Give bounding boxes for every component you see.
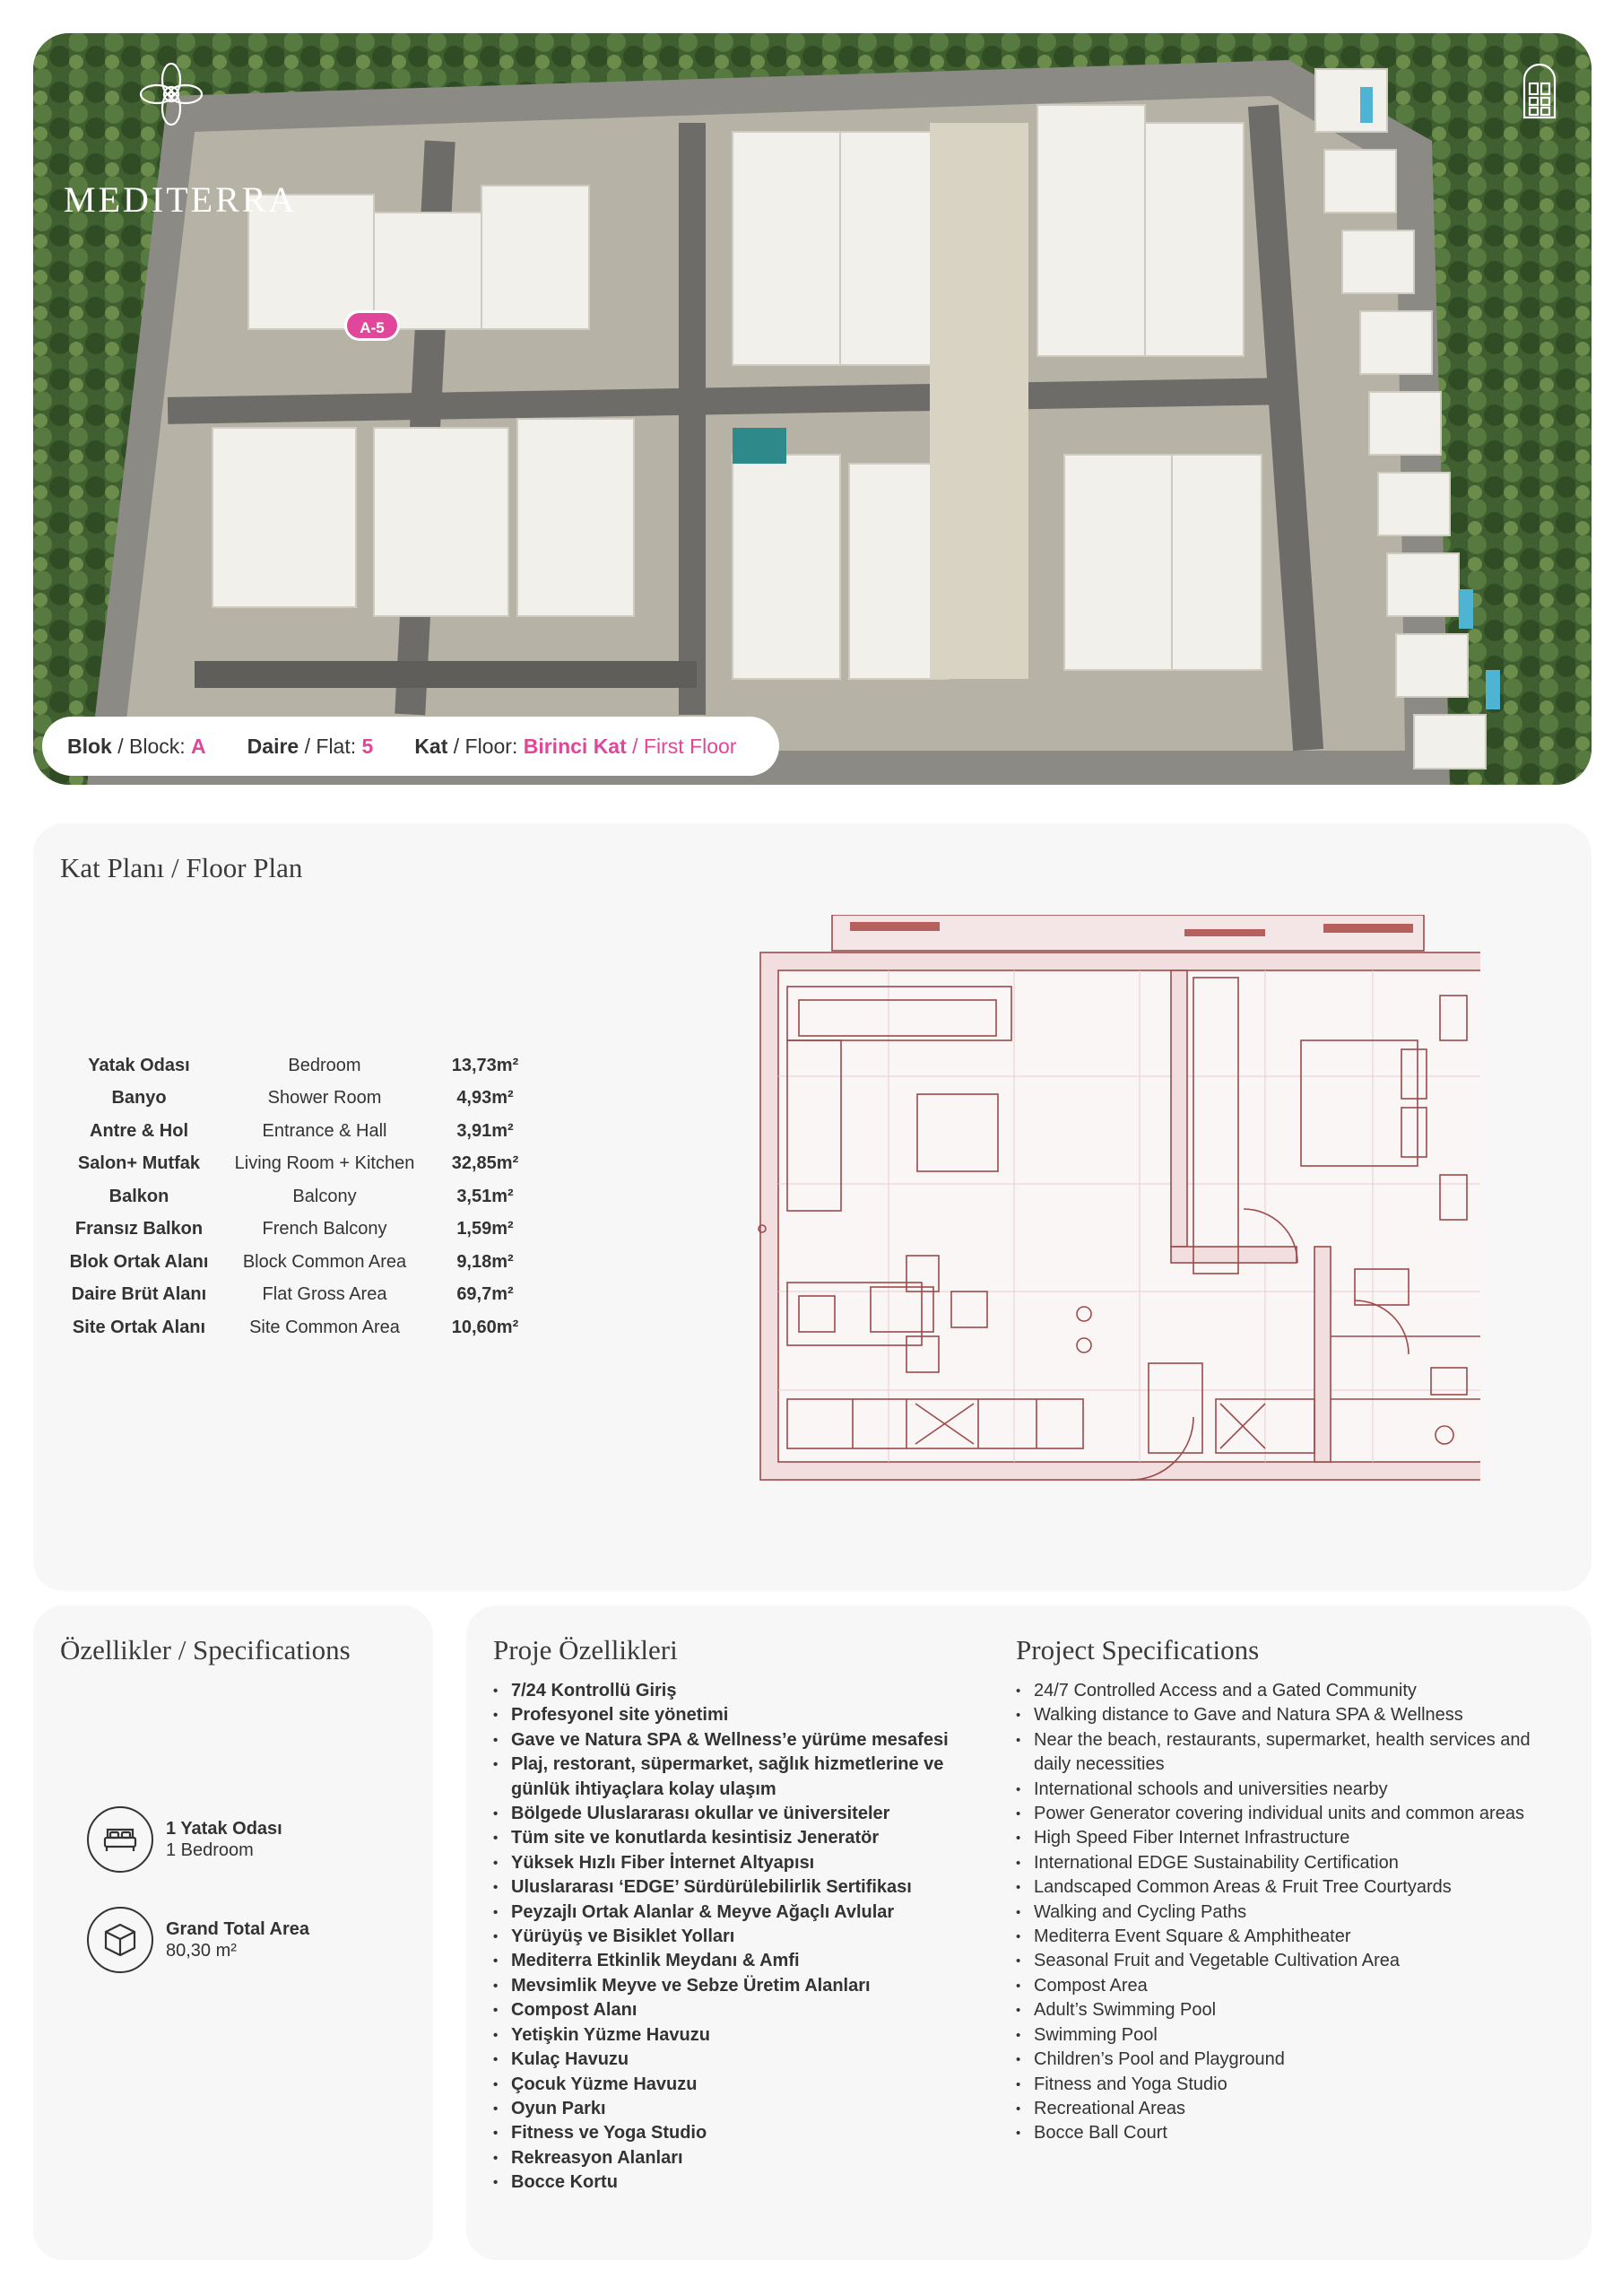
room-name-en: Balcony	[292, 1186, 357, 1206]
hero-aerial-image	[33, 33, 1592, 785]
room-name-tr: Yatak Odası	[88, 1055, 190, 1075]
room-row	[60, 1083, 539, 1116]
feature-list-item: • Plaj, restorant, süpermarket, sağlık hizmetlerine ve günlük ihtiyaçlara kolay ulaşım	[493, 1752, 959, 1802]
room-name-tr: Banyo	[111, 1088, 167, 1109]
project-specs-title-en: Project Specifications	[1016, 1634, 1260, 1665]
room-name-en: Block Common Area	[242, 1251, 407, 1272]
room-area: 4,93m²	[456, 1088, 514, 1109]
bedroom-count-en: 1 Bedroom	[166, 1840, 254, 1860]
feature-list-item: • Landscaped Common Areas & Fruit Tree Courtyards	[1016, 1875, 1572, 1900]
project-features-en-list	[1016, 1679, 1572, 2146]
feature-list-item: • Compost Alanı	[493, 1998, 959, 2022]
grand-total-area-value: 80,30 m²	[166, 1941, 237, 1961]
floor-info	[414, 735, 736, 759]
specifications-panel	[33, 1605, 433, 2260]
room-name-en: Bedroom	[288, 1055, 361, 1075]
feature-list-item: • Walking and Cycling Paths	[1016, 1900, 1572, 1925]
room-area-table	[60, 1049, 539, 1344]
feature-list-item: • Mediterra Etkinlik Meydanı & Amfi	[493, 1949, 959, 1973]
feature-list-item: • Seasonal Fruit and Vegetable Cultivation Area	[1016, 1949, 1572, 1973]
room-name-en: Flat Gross Area	[262, 1284, 387, 1305]
room-name-tr: Daire Brüt Alanı	[71, 1284, 207, 1305]
feature-list-item: • Recreational Areas	[1016, 2097, 1572, 2121]
block-info	[67, 735, 206, 759]
room-row	[60, 1115, 539, 1148]
grand-total-area-label: Grand Total Area	[166, 1919, 310, 1939]
floor-plan-drawing	[727, 915, 1480, 1489]
feature-list-item: • Bocce Ball Court	[1016, 2121, 1572, 2145]
room-name-en: Site Common Area	[249, 1317, 400, 1337]
flat-label-en: / Flat:	[299, 734, 362, 758]
room-area: 1,59m²	[456, 1219, 514, 1239]
feature-list-item: • International EDGE Sustainability Certification	[1016, 1851, 1572, 1875]
floor-label-en: / Floor:	[447, 734, 524, 758]
feature-list-item: • Fitness and Yoga Studio	[1016, 2073, 1572, 2097]
feature-list-item: • Peyzajlı Ortak Alanlar & Meyve Ağaçlı Avlular	[493, 1900, 959, 1925]
cube-icon	[87, 1907, 153, 1973]
feature-list-item: • 24/7 Controlled Access and a Gated Community	[1016, 1679, 1572, 1703]
feature-list-item: • Kulaç Havuzu	[493, 2048, 959, 2072]
flat-label-tr: Daire	[247, 734, 299, 758]
room-row	[60, 1148, 539, 1181]
room-name-tr: Fransız Balkon	[74, 1219, 204, 1239]
room-name-tr: Site Ortak Alanı	[72, 1317, 206, 1337]
room-row	[60, 1180, 539, 1213]
flat-value: 5	[361, 734, 374, 758]
room-name-en: Shower Room	[267, 1088, 382, 1109]
room-area: 13,73m²	[451, 1055, 519, 1075]
feature-list-item: • International schools and universities nearby	[1016, 1778, 1572, 1802]
room-name-en: Entrance & Hall	[262, 1120, 387, 1141]
flat-info	[247, 735, 374, 759]
room-row	[60, 1279, 539, 1312]
room-name-tr: Antre & Hol	[90, 1120, 188, 1141]
floor-label-tr: Kat	[414, 734, 448, 758]
room-row	[60, 1049, 539, 1083]
room-area: 3,91m²	[456, 1120, 514, 1141]
flower-logo-icon	[137, 60, 205, 128]
floor-value-tr: Birinci Kat	[523, 734, 627, 758]
feature-list-item: • Profesyonel site yönetimi	[493, 1703, 959, 1727]
mediterra-logo	[64, 60, 298, 239]
feature-list-item: • Walking distance to Gave and Natura SPA & Wellness	[1016, 1703, 1572, 1727]
feature-list-item: • Mevsimlik Meyve ve Sebze Üretim Alanları	[493, 1974, 959, 1998]
feature-list-item: • Bocce Kortu	[493, 2170, 959, 2195]
unit-info-bar	[42, 717, 779, 776]
room-name-tr: Balkon	[108, 1186, 169, 1206]
room-area: 10,60m²	[451, 1317, 519, 1337]
feature-list-item: • Adult’s Swimming Pool	[1016, 1998, 1572, 2022]
feature-list-item: • Yetişkin Yüzme Havuzu	[493, 2023, 959, 2048]
feature-list-item: • Yürüyüş ve Bisiklet Yolları	[493, 1925, 959, 1949]
block-value: A	[191, 734, 206, 758]
feature-list-item: • Fitness ve Yoga Studio	[493, 2121, 959, 2145]
bed-icon	[87, 1806, 153, 1873]
door-icon	[1522, 64, 1557, 119]
area-spec	[87, 1907, 309, 1973]
feature-list-item: • Yüksek Hızlı Fiber İnternet Altyapısı	[493, 1851, 959, 1875]
room-name-tr: Salon+ Mutfak	[77, 1153, 201, 1174]
flat-location-tag: A-5	[344, 310, 400, 341]
room-row	[60, 1213, 539, 1247]
bedroom-count-tr: 1 Yatak Odası	[166, 1819, 282, 1839]
room-row	[60, 1311, 539, 1344]
room-name-tr: Blok Ortak Alanı	[69, 1251, 209, 1272]
floor-value-en: / First Floor	[626, 734, 737, 758]
feature-list-item: • Bölgede Uluslararası okullar ve üniversiteler	[493, 1802, 959, 1826]
feature-list-item: • Çocuk Yüzme Havuzu	[493, 2073, 959, 2097]
room-area: 32,85m²	[451, 1153, 519, 1174]
floor-plan-title: Kat Planı / Floor Plan	[60, 852, 303, 883]
room-name-en: Living Room + Kitchen	[234, 1153, 415, 1174]
room-name-en: French Balcony	[262, 1219, 387, 1239]
floor-plan-panel	[33, 823, 1592, 1591]
brand-wordmark: MEDITERRA	[64, 179, 298, 220]
feature-list-item: • Near the beach, restaurants, supermarket, health services and daily necessities	[1016, 1728, 1572, 1778]
room-area: 9,18m²	[456, 1251, 514, 1272]
specifications-title: Özellikler / Specifications	[60, 1634, 351, 1665]
project-features-tr-list	[493, 1679, 959, 2196]
feature-list-item: • Tüm site ve konutlarda kesintisiz Jeneratör	[493, 1826, 959, 1850]
feature-list-item: • Compost Area	[1016, 1974, 1572, 1998]
feature-list-item: • Uluslararası ‘EDGE’ Sürdürülebilirlik Sertifikası	[493, 1875, 959, 1900]
feature-list-item: • Oyun Parkı	[493, 2097, 959, 2121]
room-area: 3,51m²	[456, 1186, 514, 1206]
bedroom-spec	[87, 1806, 282, 1873]
feature-list-item: • 7/24 Kontrollü Giriş	[493, 1679, 959, 1703]
project-specifications-panel	[466, 1605, 1592, 2260]
feature-list-item: • Gave ve Natura SPA & Wellness’e yürüme mesafesi	[493, 1728, 959, 1752]
project-specs-title-tr: Proje Özellikleri	[493, 1634, 678, 1665]
feature-list-item: • Swimming Pool	[1016, 2023, 1572, 2048]
block-label-en: / Block:	[111, 734, 192, 758]
room-row	[60, 1246, 539, 1279]
feature-list-item: • High Speed Fiber Internet Infrastructure	[1016, 1826, 1572, 1850]
feature-list-item: • Children’s Pool and Playground	[1016, 2048, 1572, 2072]
block-label-tr: Blok	[67, 734, 112, 758]
feature-list-item: • Mediterra Event Square & Amphitheater	[1016, 1925, 1572, 1949]
feature-list-item: • Power Generator covering individual units and common areas	[1016, 1802, 1572, 1826]
feature-list-item: • Rekreasyon Alanları	[493, 2146, 959, 2170]
room-area: 69,7m²	[456, 1284, 514, 1305]
